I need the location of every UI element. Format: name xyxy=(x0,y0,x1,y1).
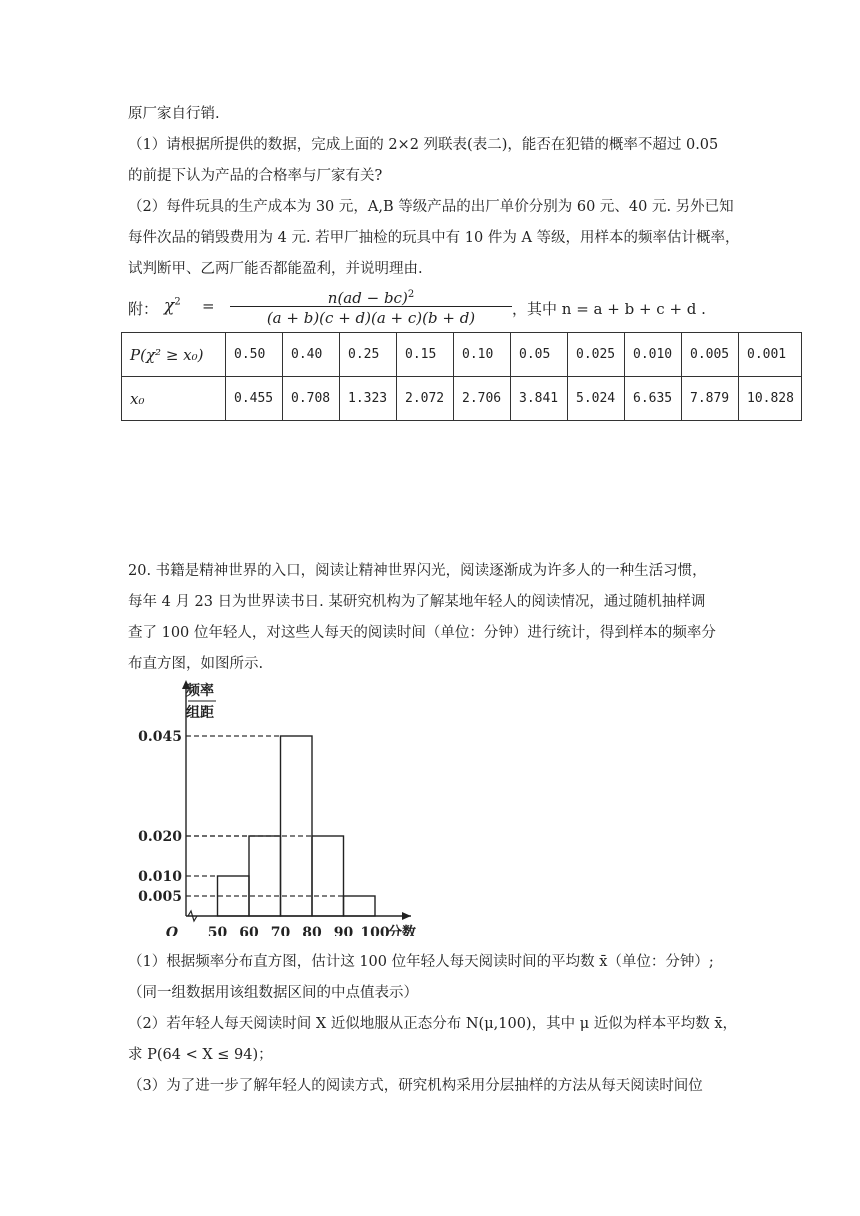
subquestion-1-line-1: （1）根据频率分布直方图，估计这 100 位年轻人每天阅读时间的平均数 x̄（单位：分钟）; xyxy=(128,954,714,970)
table-cell: 0.005 xyxy=(682,333,739,377)
table-cell: 2.706 xyxy=(454,377,511,421)
histogram-bar xyxy=(281,736,313,916)
x-tick-label: 70 xyxy=(270,925,291,936)
y-label-top: 频率 xyxy=(186,683,214,699)
histogram-svg xyxy=(120,676,420,936)
table-cell: 7.879 xyxy=(682,377,739,421)
subquestion-2-line-1: （2）若年轻人每天阅读时间 X 近似地服从正态分布 N(μ,100)，其中 μ 近似为样本平均数 x̄， xyxy=(128,1016,738,1032)
table-cell: 3.841 xyxy=(511,377,568,421)
table-cell: 0.10 xyxy=(454,333,511,377)
table-cell: 0.025 xyxy=(568,333,625,377)
subquestion-1-line-2: （同一组数据用该组数据区间的中点值表示） xyxy=(128,985,418,1001)
origin-label: O xyxy=(165,925,179,936)
table-cell: 0.25 xyxy=(340,333,397,377)
table-cell: 0.010 xyxy=(625,333,682,377)
table-cell: 2.072 xyxy=(397,377,454,421)
table-cell: 0.455 xyxy=(226,377,283,421)
x-tick-label: 60 xyxy=(239,925,259,936)
table-row xyxy=(122,333,802,377)
question-1-line-2: 的前提下认为产品的合格率与厂家有关? xyxy=(128,168,383,184)
y-tick-label: 0.020 xyxy=(138,829,182,845)
x-tick-label: 100 xyxy=(360,925,390,936)
histogram-bar xyxy=(312,836,344,916)
equals-sign: = xyxy=(202,297,215,315)
x-axis-label: 分数 xyxy=(388,925,416,936)
y-tick-label: 0.045 xyxy=(138,729,182,745)
table-cell: 6.635 xyxy=(625,377,682,421)
subquestion-3-line-1: （3）为了进一步了解年轻人的阅读方式，研究机构采用分层抽样的方法从每天阅读时间位 xyxy=(128,1078,703,1094)
q20-line-4: 布直方图，如图所示. xyxy=(128,656,264,672)
x-tick-label: 80 xyxy=(302,925,322,936)
q20-line-2: 每年 4 月 23 日为世界读书日. 某研究机构为了解某地年轻人的阅读情况，通过随机抽样调 xyxy=(128,594,706,610)
table-header-x0: x₀ xyxy=(122,377,226,421)
x-tick-label: 50 xyxy=(207,925,228,936)
table-cell: 0.708 xyxy=(283,377,340,421)
formula-label: 附： xyxy=(128,300,159,318)
table-cell: 10.828 xyxy=(739,377,802,421)
question-2-line-3: 试判断甲、乙两厂能否都能盈利，并说明理由. xyxy=(128,261,423,277)
critical-value-table xyxy=(121,332,802,421)
y-tick-label: 0.010 xyxy=(138,869,182,885)
formula-numerator: n(ad − bc)$^2$ xyxy=(327,289,415,307)
formula-denominator: (a + b)(c + d)(a + c)(b + d) xyxy=(266,309,476,327)
question-2-line-1: （2）每件玩具的生产成本为 30 元，A,B 等级产品的出厂单价分别为 60 元、40 元. 另外已知 xyxy=(128,199,734,215)
table-cell: 0.40 xyxy=(283,333,340,377)
table-row xyxy=(122,377,802,421)
frequency-histogram xyxy=(120,676,420,936)
table-cell: 0.001 xyxy=(739,333,802,377)
formula-fraction xyxy=(226,284,516,329)
y-label-bottom: 组距 xyxy=(186,705,214,721)
table-header-p: P(χ² ≥ x₀) xyxy=(122,333,226,377)
histogram-bar xyxy=(249,836,281,916)
question-2-line-2: 每件次品的销毁费用为 4 元. 若甲厂抽检的玩具中有 10 件为 A 等级，用样本的频率估计概率， xyxy=(128,230,740,246)
x-tick-label: 90 xyxy=(333,925,354,936)
table-cell: 5.024 xyxy=(568,377,625,421)
chi-symbol: $\chi^2$ xyxy=(164,296,181,316)
table-cell: 0.15 xyxy=(397,333,454,377)
y-tick-label: 0.005 xyxy=(138,889,182,905)
question-1-line-1: （1）请根据所提供的数据，完成上面的 2×2 列联表(表二)，能否在犯错的概率不超过 0.05 xyxy=(128,137,719,153)
histogram-bar xyxy=(344,896,376,916)
formula-tail: ，其中 n = a + b + c + d . xyxy=(512,300,706,318)
q20-line-3: 查了 100 位年轻人，对这些人每天的阅读时间（单位：分钟）进行统计，得到样本的频率分 xyxy=(128,625,716,641)
x-axis-arrow xyxy=(402,912,411,920)
table-cell: 0.05 xyxy=(511,333,568,377)
q20-line-1: 20. 书籍是精神世界的入口，阅读让精神世界闪光，阅读逐渐成为许多人的一种生活习惯， xyxy=(128,563,707,579)
table-cell: 0.50 xyxy=(226,333,283,377)
table-cell: 1.323 xyxy=(340,377,397,421)
subquestion-2-line-2: 求 P(64 < X ≤ 94)； xyxy=(128,1047,273,1063)
text-line-1: 原厂家自行销. xyxy=(128,106,220,122)
